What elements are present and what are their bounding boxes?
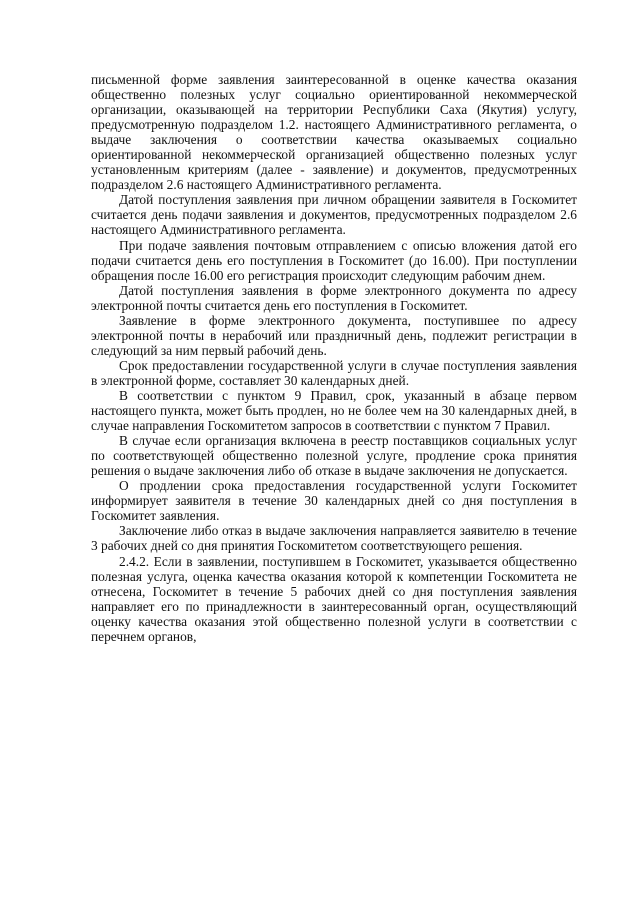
paragraph-electronic-submission-date: Датой поступления заявления в форме электронного документа по адресу электронной почты считается день его поступления в Госкомитет. [91, 282, 577, 313]
paragraph-section-2-4-2: 2.4.2. Если в заявлении, поступившем в Госкомитет, указывается общественно полезная услуга, оценка качества оказания которой к компетенции Госкомитета не отнесена, Госкомитет в течение 5 рабочих дней со дня поступления заявления направляет его по принадлежности в заинтересованный орган, осуществляющий оценку качества оказания этой общественно полезной услуги в соответствии с перечнем органов, [91, 553, 577, 644]
paragraph-registry-exception: В случае если организация включена в реестр поставщиков социальных услуг по соответствующей общественно полезной услуге, продление срока принятия решения о выдаче заключения либо об отказе в выдаче заключения не допускается. [91, 433, 577, 479]
paragraph-decision-delivery: Заключение либо отказ в выдаче заключения направляется заявителю в течение 3 рабочих дней со дня принятия Госкомитетом соответствующего решения. [91, 523, 577, 554]
paragraph-service-term: Срок предоставлении государственной услуги в случае поступления заявления в электронной форме, составляет 30 календарных дней. [91, 357, 577, 388]
paragraph-personal-submission-date: Датой поступления заявления при личном обращении заявителя в Госкомитет считается день подачи заявления и документов, предусмотренных подразделом 2.6 настоящего Административного регламента. [91, 192, 577, 238]
paragraph-term-extension: В соответствии с пунктом 9 Правил, срок, указанный в абзаце первом настоящего пункта, может быть продлен, но не более чем на 30 календарных дней, в случае направления Госкомитетом запросов в соответствии с пунктом 7 Правил. [91, 387, 577, 434]
paragraph-holiday-registration: Заявление в форме электронного документа, поступившее по адресу электронной почты в нерабочий или праздничный день, подлежит регистрации в следующий за ним первый рабочий день. [91, 312, 577, 358]
paragraph-postal-submission-date: При подаче заявления почтовым отправлением с описью вложения датой его подачи считается день его поступления в Госкомитет (до 16.00). При поступлении обращения после 16.00 его регистрация происходит следующим рабочим днем. [91, 237, 577, 283]
paragraph-continuation: письменной форме заявления заинтересованной в оценке качества оказания общественно полезных услуг социально ориентированной некоммерческой организации, оказывающей на территории Республики Саха (Якутия) услугу, предусмотренную подразделом 1.2. настоящего Административного регламента, о выдаче заключения о соответствии качества оказываемых социально ориентированной некоммерческой организацией общественно полезных услуг установленным критериям (далее - заявление) и документов, предусмотренных подразделом 2.6 настоящего Административного регламента. [91, 72, 577, 193]
paragraph-extension-notice: О продлении срока предоставления государственной услуги Госкомитет информирует заявителя в течение 30 календарных дней со дня поступления в Госкомитет заявления. [91, 478, 577, 524]
document-body [91, 72, 577, 644]
